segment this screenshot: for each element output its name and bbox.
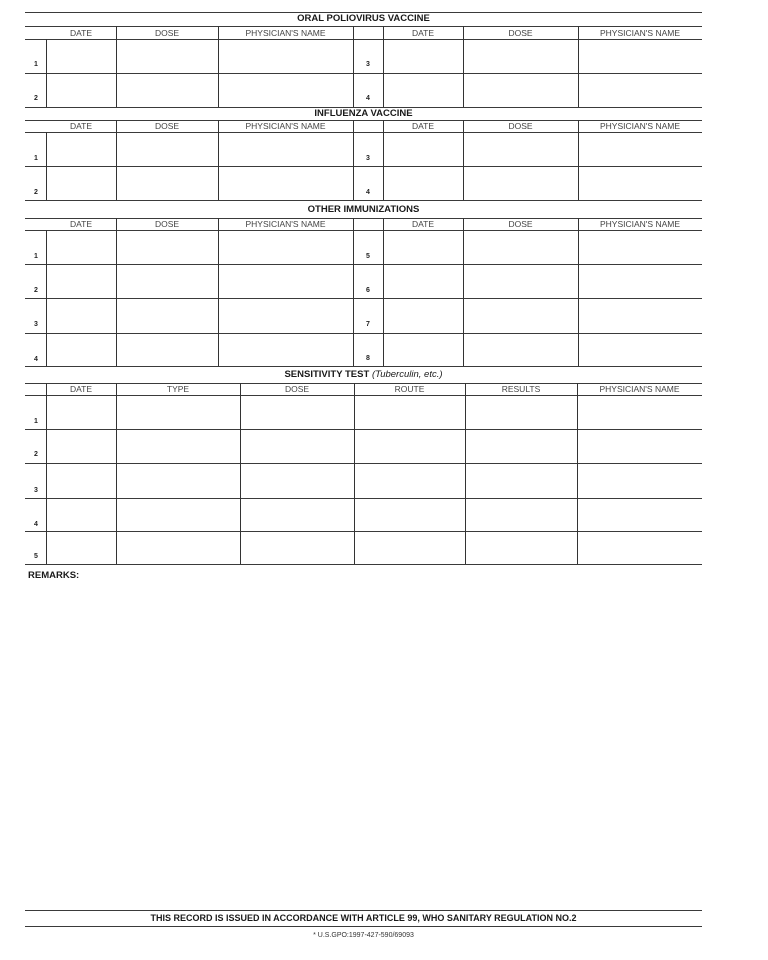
other-6-dose-field[interactable]: [464, 265, 577, 297]
col-head-date: DATE: [411, 219, 435, 229]
other-7-physician-field[interactable]: [579, 299, 701, 332]
row-number: 2: [34, 451, 38, 458]
sensitivity-4-results-field[interactable]: [466, 499, 576, 530]
polio-3-physician-field[interactable]: [579, 40, 701, 72]
section-title-influenza: INFLUENZA VACCINE: [314, 108, 413, 119]
sensitivity-2-dose-field[interactable]: [241, 430, 353, 462]
sensitivity-4-dose-field[interactable]: [241, 499, 353, 530]
sensitivity-4-date-field[interactable]: [47, 499, 115, 530]
other-3-dose-field[interactable]: [117, 299, 217, 332]
polio-2-date-field[interactable]: [47, 74, 115, 106]
influenza-3-physician-field[interactable]: [579, 133, 701, 165]
row-number: 3: [34, 487, 38, 494]
other-1-dose-field[interactable]: [117, 231, 217, 263]
col-head-date: DATE: [411, 28, 435, 38]
row-number: 4: [34, 521, 38, 528]
polio-1-date-field[interactable]: [47, 40, 115, 72]
influenza-1-physician-field[interactable]: [219, 133, 352, 165]
col-head-physician: PHYSICIAN'S NAME: [245, 219, 326, 229]
row-number: 5: [34, 553, 38, 560]
other-1-physician-field[interactable]: [219, 231, 352, 263]
influenza-2-physician-field[interactable]: [219, 167, 352, 199]
sensitivity-3-physician-field[interactable]: [578, 464, 701, 497]
col-head-physician: PHYSICIAN'S NAME: [599, 384, 680, 394]
influenza-4-physician-field[interactable]: [579, 167, 701, 199]
sensitivity-1-route-field[interactable]: [355, 396, 464, 428]
footer-bottom-divider: [25, 926, 702, 927]
other-6-physician-field[interactable]: [579, 265, 701, 297]
influenza-2-date-field[interactable]: [47, 167, 115, 199]
col-head-date: DATE: [69, 219, 93, 229]
row-number: 1: [34, 418, 38, 425]
row-number: 1: [34, 253, 38, 260]
sensitivity-4-route-field[interactable]: [355, 499, 464, 530]
sensitivity-4-physician-field[interactable]: [578, 499, 701, 530]
row-number: 5: [366, 253, 370, 260]
other-3-date-field[interactable]: [47, 299, 115, 332]
sensitivity-2-physician-field[interactable]: [578, 430, 701, 462]
remarks-label: REMARKS:: [28, 570, 80, 581]
col-head-dose: DOSE: [508, 28, 533, 38]
influenza-2-dose-field[interactable]: [117, 167, 217, 199]
other-5-date-field[interactable]: [384, 231, 462, 263]
section-subtitle: (Tuberculin, etc.): [371, 369, 443, 380]
sensitivity-3-dose-field[interactable]: [241, 464, 353, 497]
influenza-3-date-field[interactable]: [384, 133, 462, 165]
sensitivity-3-date-field[interactable]: [47, 464, 115, 497]
sensitivity-2-results-field[interactable]: [466, 430, 576, 462]
other-5-dose-field[interactable]: [464, 231, 577, 263]
divider: [25, 366, 702, 367]
other-8-physician-field[interactable]: [579, 334, 701, 365]
sensitivity-5-physician-field[interactable]: [578, 532, 701, 563]
remarks-field[interactable]: [25, 584, 702, 904]
other-7-dose-field[interactable]: [464, 299, 577, 332]
influenza-4-dose-field[interactable]: [464, 167, 577, 199]
col-head-physician: PHYSICIAN'S NAME: [599, 28, 681, 38]
sensitivity-1-results-field[interactable]: [466, 396, 576, 428]
sensitivity-5-date-field[interactable]: [47, 532, 115, 563]
influenza-3-dose-field[interactable]: [464, 133, 577, 165]
col-head-physician: PHYSICIAN'S NAME: [599, 219, 681, 229]
col-head-dose: DOSE: [154, 219, 180, 229]
sensitivity-2-route-field[interactable]: [355, 430, 464, 462]
printer-code: * U.S.GPO:1997-427-590/69093: [313, 932, 414, 939]
sensitivity-1-date-field[interactable]: [47, 396, 115, 428]
polio-2-dose-field[interactable]: [117, 74, 217, 106]
sensitivity-1-physician-field[interactable]: [578, 396, 701, 428]
row-number: 2: [34, 189, 38, 196]
col-head-results: RESULTS: [501, 384, 541, 394]
col-head-dose: DOSE: [508, 121, 533, 131]
row-number: 2: [34, 95, 38, 102]
other-3-physician-field[interactable]: [219, 299, 352, 332]
row-number: 4: [366, 95, 370, 102]
polio-4-dose-field[interactable]: [464, 74, 577, 106]
other-2-dose-field[interactable]: [117, 265, 217, 297]
col-head-type: TYPE: [166, 384, 190, 394]
footer-statement: THIS RECORD IS ISSUED IN ACCORDANCE WITH ARTICLE 99, WHO SANITARY REGULATION NO.2: [150, 913, 577, 923]
other-6-date-field[interactable]: [384, 265, 462, 297]
col-head-dose: DOSE: [154, 28, 180, 38]
col-head-dose: DOSE: [284, 384, 310, 394]
row-number: 4: [366, 189, 370, 196]
row-number: 8: [366, 355, 370, 362]
col-head-date: DATE: [69, 121, 93, 131]
polio-1-dose-field[interactable]: [117, 40, 217, 72]
other-5-physician-field[interactable]: [579, 231, 701, 263]
other-8-dose-field[interactable]: [464, 334, 577, 365]
divider: [25, 564, 702, 565]
row-number: 1: [34, 61, 38, 68]
influenza-1-date-field[interactable]: [47, 133, 115, 165]
polio-3-date-field[interactable]: [384, 40, 462, 72]
row-number: 7: [366, 321, 370, 328]
influenza-1-dose-field[interactable]: [117, 133, 217, 165]
sensitivity-5-results-field[interactable]: [466, 532, 576, 563]
sensitivity-5-type-field[interactable]: [117, 532, 239, 563]
other-2-physician-field[interactable]: [219, 265, 352, 297]
col-head-dose: DOSE: [154, 121, 180, 131]
row-number: 2: [34, 287, 38, 294]
polio-4-date-field[interactable]: [384, 74, 462, 106]
sensitivity-2-type-field[interactable]: [117, 430, 239, 462]
col-head-physician: PHYSICIAN'S NAME: [245, 28, 326, 38]
polio-4-physician-field[interactable]: [579, 74, 701, 106]
col-head-dose: DOSE: [508, 219, 533, 229]
polio-2-physician-field[interactable]: [219, 74, 352, 106]
row-number: 3: [366, 61, 370, 68]
other-2-date-field[interactable]: [47, 265, 115, 297]
divider: [25, 200, 702, 201]
sensitivity-1-type-field[interactable]: [117, 396, 239, 428]
row-number: 3: [366, 155, 370, 162]
sensitivity-4-type-field[interactable]: [117, 499, 239, 530]
section-title-text: SENSITIVITY TEST: [284, 369, 370, 380]
sensitivity-2-date-field[interactable]: [47, 430, 115, 462]
sensitivity-5-route-field[interactable]: [355, 532, 464, 563]
sensitivity-5-dose-field[interactable]: [241, 532, 353, 563]
influenza-4-date-field[interactable]: [384, 167, 462, 199]
row-number: 6: [366, 287, 370, 294]
row-number: 4: [34, 356, 38, 363]
section-title-sensitivity: [25, 369, 702, 381]
polio-3-dose-field[interactable]: [464, 40, 577, 72]
section-title-other: OTHER IMMUNIZATIONS: [307, 204, 420, 215]
col-head-date: DATE: [69, 384, 93, 394]
other-8-date-field[interactable]: [384, 334, 462, 365]
divider: [25, 26, 702, 27]
col-head-physician: PHYSICIAN'S NAME: [245, 121, 326, 131]
section-title-polio: ORAL POLIOVIRUS VACCINE: [297, 13, 430, 24]
sensitivity-3-results-field[interactable]: [466, 464, 576, 497]
other-7-date-field[interactable]: [384, 299, 462, 332]
other-1-date-field[interactable]: [47, 231, 115, 263]
other-4-physician-field[interactable]: [219, 334, 352, 365]
polio-1-physician-field[interactable]: [219, 40, 352, 72]
sensitivity-3-type-field[interactable]: [117, 464, 239, 497]
sensitivity-3-route-field[interactable]: [355, 464, 464, 497]
col-head-date: DATE: [411, 121, 435, 131]
col-head-route: ROUTE: [394, 384, 425, 394]
row-number: 1: [34, 155, 38, 162]
col-head-date: DATE: [69, 28, 93, 38]
col-head-physician: PHYSICIAN'S NAME: [599, 121, 681, 131]
other-4-date-field[interactable]: [47, 334, 115, 365]
sensitivity-1-dose-field[interactable]: [241, 396, 353, 428]
footer-top-divider: [25, 910, 702, 911]
row-number: 3: [34, 321, 38, 328]
other-4-dose-field[interactable]: [117, 334, 217, 365]
